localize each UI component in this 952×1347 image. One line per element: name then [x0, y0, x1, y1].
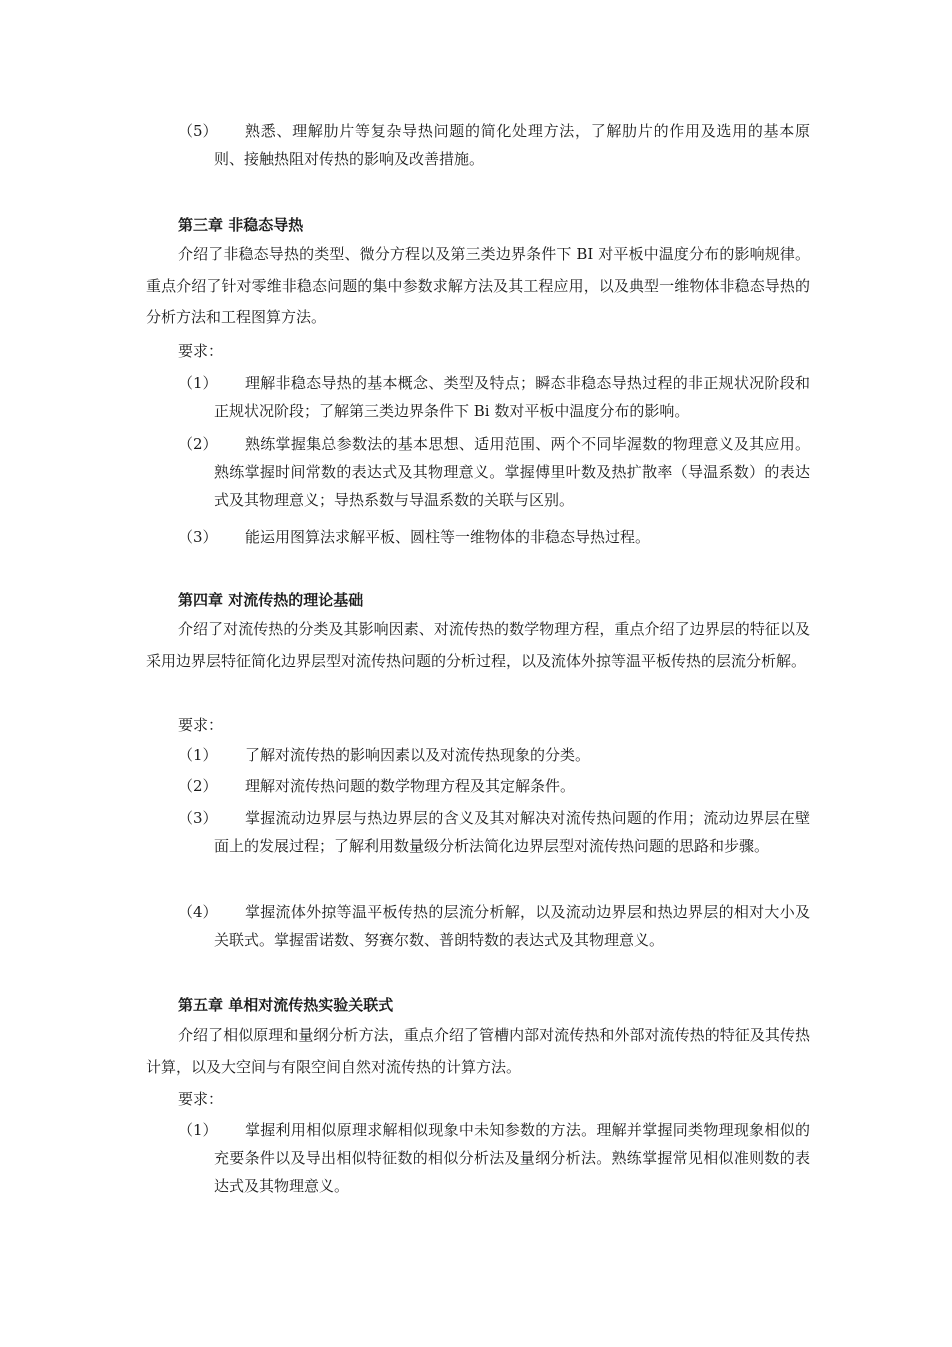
item-number: （4）	[178, 903, 218, 921]
chapter-intro: 介绍了非稳态导热的类型、微分方程以及第三类边界条件下 BI 对平板中温度分布的影响规律。重点介绍了针对零维非稳态问题的集中参数求解方法及其工程应用，以及典型一维物体非稳态导热的分析方法和工程图算方法。	[146, 245, 810, 326]
item-text: 掌握利用相似原理求解相似现象中未知参数的方法。理解并掌握同类物理现象相似的充要条件以及导出相似特征数的相似分析法及量纲分析法。熟练掌握常见相似准则数的表达式及其物理意义。	[214, 1121, 810, 1195]
item-text: 理解非稳态导热的基本概念、类型及特点；瞬态非稳态导热过程的非正规状况阶段和正规状况阶段；了解第三类边界条件下 Bi 数对平板中温度分布的影响。	[214, 374, 810, 420]
list-item	[178, 117, 810, 173]
item-number: （1）	[178, 1121, 218, 1139]
item-text: 掌握流体外掠等温平板传热的层流分析解，以及流动边界层和热边界层的相对大小及关联式。掌握雷诺数、努赛尔数、普朗特数的表达式及其物理意义。	[214, 903, 810, 949]
list-item	[178, 1116, 810, 1200]
list-item	[178, 523, 810, 551]
list-item	[178, 369, 810, 425]
list-item	[178, 741, 810, 769]
chapter-heading: 第五章 单相对流传热实验关联式	[178, 996, 394, 1014]
item-number: （1）	[178, 746, 218, 764]
requirements-label: 要求：	[178, 1090, 224, 1108]
item-number: （3）	[178, 809, 218, 827]
list-item	[178, 804, 810, 860]
item-number: （2）	[178, 435, 218, 453]
list-item	[178, 430, 810, 514]
requirements-label: 要求：	[178, 716, 224, 734]
item-number: （5）	[178, 122, 218, 140]
requirements-label: 要求：	[178, 342, 224, 360]
item-text: 熟悉、理解肋片等复杂导热问题的简化处理方法，了解肋片的作用及选用的基本原则、接触热阻对传热的影响及改善措施。	[214, 122, 810, 168]
chapter-intro: 介绍了对流传热的分类及其影响因素、对流传热的数学物理方程，重点介绍了边界层的特征以及采用边界层特征简化边界层型对流传热问题的分析过程，以及流体外掠等温平板传热的层流分析解。	[146, 620, 810, 670]
item-number: （2）	[178, 777, 218, 795]
chapter-intro: 介绍了相似原理和量纲分析方法，重点介绍了管槽内部对流传热和外部对流传热的特征及其传热计算，以及大空间与有限空间自然对流传热的计算方法。	[146, 1026, 810, 1076]
item-text: 能运用图算法求解平板、圆柱等一维物体的非稳态导热过程。	[245, 528, 651, 546]
chapter-heading: 第三章 非稳态导热	[178, 216, 304, 234]
item-text: 熟练掌握集总参数法的基本思想、适用范围、两个不同毕渥数的物理意义及其应用。熟练掌握时间常数的表达式及其物理意义。掌握傅里叶数及热扩散率（导温系数）的表达式及其物理意义；导热系数与导温系数的关联与区别。	[214, 435, 810, 509]
item-number: （3）	[178, 528, 218, 546]
list-item	[178, 898, 810, 954]
item-text: 了解对流传热的影响因素以及对流传热现象的分类。	[245, 746, 591, 764]
item-text: 理解对流传热问题的数学物理方程及其定解条件。	[245, 777, 576, 795]
list-item	[178, 772, 810, 800]
chapter-heading: 第四章 对流传热的理论基础	[178, 591, 364, 609]
item-number: （1）	[178, 374, 218, 392]
item-text: 掌握流动边界层与热边界层的含义及其对解决对流传热问题的作用；流动边界层在壁面上的发展过程；了解利用数量级分析法简化边界层型对流传热问题的思路和步骤。	[214, 809, 810, 855]
